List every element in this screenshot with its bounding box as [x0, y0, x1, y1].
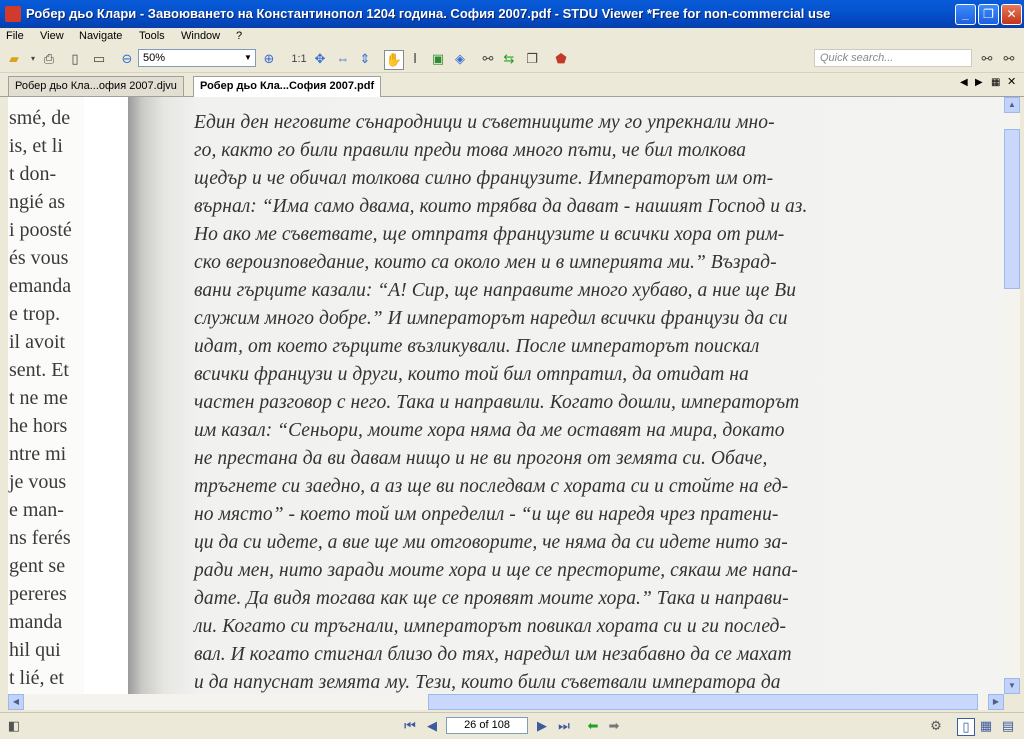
text-line: вани гърците казали: “А! Сир, ще направите много хубаво, а ние ще Ви — [194, 280, 797, 301]
text-line: ци да си идете, а вие ще ми отговорите, че няма да си идете нито за- — [194, 532, 788, 553]
menu-window[interactable]: Window — [181, 30, 221, 42]
text-line: и да напуснат земята му. Тези, които били съветвали императора да — [194, 672, 781, 693]
tab-bar — [0, 74, 1024, 97]
text-line: gent se — [9, 555, 66, 577]
next-page-icon[interactable]: ▶ — [537, 718, 547, 733]
menu-file[interactable]: File — [6, 30, 24, 42]
text-line: t lié, et — [9, 667, 64, 689]
text-line: e trop. — [9, 303, 61, 325]
scroll-down-icon[interactable]: ▼ — [1004, 678, 1020, 694]
text-line: t don- — [9, 163, 57, 185]
forward-arrow-icon[interactable]: ➡ — [608, 718, 620, 733]
settings-icon[interactable]: ⚙ — [930, 718, 942, 733]
text-line: je vous — [9, 471, 67, 493]
menu-view[interactable]: View — [40, 30, 64, 42]
quick-search-input[interactable]: Quick search... — [814, 49, 972, 67]
zoom-select[interactable] — [138, 49, 256, 67]
vertical-scrollbar[interactable] — [1004, 97, 1020, 694]
text-line: всички французи и други, които той бил отпратил, да отидат на — [194, 364, 749, 385]
tab-pdf[interactable]: Робер дьо Кла...София 2007.pdf — [193, 76, 381, 97]
sidebar-toggle-icon[interactable]: ◧ — [7, 718, 21, 733]
text-line: i poosté — [9, 219, 72, 241]
tab-scroll-left-icon[interactable]: ◀ — [960, 77, 968, 88]
hand-tool-icon[interactable]: ✋ — [384, 50, 404, 70]
text-line: го, както го били правили преди това много пъти, че бил толкова — [194, 140, 747, 161]
page-gap — [84, 97, 134, 694]
zoom-in-icon[interactable]: ⊕ — [263, 51, 275, 66]
two-page-view-icon[interactable]: ▦ — [979, 718, 993, 733]
toolbar — [0, 46, 1024, 73]
text-line: e man- — [9, 499, 64, 521]
menu-bar — [0, 28, 1024, 46]
text-line: ли. Когато си тръгнали, императорът повикал хората си и ги послед- — [194, 616, 787, 637]
text-line: ngié as — [9, 191, 66, 213]
text-line: smé, de — [9, 107, 71, 129]
app-icon — [5, 6, 21, 22]
zoom-out-icon[interactable]: ⊖ — [121, 51, 133, 66]
sync-arrows-icon[interactable]: ⇆ — [503, 51, 515, 66]
binoculars-icon[interactable]: ⚯ — [482, 51, 494, 66]
menu-navigate[interactable]: Navigate — [79, 30, 123, 42]
tab-djvu[interactable]: Робер дьо Кла...офия 2007.djvu — [8, 76, 184, 96]
previous-page-icon[interactable]: ◀ — [427, 718, 437, 733]
scroll-up-icon[interactable]: ▲ — [1004, 97, 1020, 113]
text-line: но място” - което той им определил - “и ще ви наредя чрез пратени- — [194, 504, 779, 525]
text-select-icon[interactable]: Ⅰ — [413, 51, 417, 66]
menu-tools[interactable]: Tools — [139, 30, 165, 42]
window-title: Робер дьо Клари - Завоюването на Константинопол 1204 година. София 2007.pdf - STDU Viewer *Free for non-commercial use — [26, 6, 831, 21]
snapshot-icon[interactable]: ◈ — [455, 51, 465, 66]
text-line: t ne me — [9, 387, 68, 409]
horizontal-scroll-thumb[interactable] — [428, 694, 978, 710]
text-line: ntre mi — [9, 443, 67, 465]
tab-close-icon[interactable]: ✕ — [1007, 76, 1017, 88]
text-line: manda — [9, 611, 63, 633]
first-page-icon[interactable]: ⏮ — [404, 718, 416, 733]
text-line: is, et li — [9, 135, 63, 157]
document-view[interactable] — [8, 97, 1004, 694]
fit-height-icon[interactable]: ⇕ — [359, 51, 371, 66]
tab-list-icon[interactable]: ▦ — [991, 77, 1001, 88]
text-line: им казал: “Сеньори, моите хора няма да ме оставят на мира, докато — [194, 420, 785, 441]
text-line: il avoit — [9, 331, 66, 353]
actual-size-button[interactable]: 1:1 — [291, 53, 307, 65]
text-line: pereres — [9, 583, 67, 605]
vertical-scroll-thumb[interactable] — [1004, 129, 1020, 289]
open-folder-icon[interactable]: ▰ — [9, 51, 19, 66]
text-line: hil qui — [9, 639, 61, 661]
minimize-button[interactable]: _ — [955, 4, 976, 25]
text-line: служим много добре.” И императорът наредил всички французи да си — [194, 308, 788, 329]
text-line: ns ferés — [9, 527, 71, 549]
back-arrow-icon[interactable]: ⬅ — [587, 718, 599, 733]
text-line: тръгнете си заедно, а аз ще ви последвам с хората си и стойте на ед- — [194, 476, 789, 497]
text-line: идат, от което гърците възликували. После императорът поискал — [194, 336, 760, 357]
text-line: sent. Et — [9, 359, 69, 381]
text-line: Един ден неговите сънародници и съветниците му го упрекнали мно- — [194, 112, 775, 133]
search-next-icon[interactable]: ⚯ — [1003, 51, 1015, 66]
fit-page-icon[interactable]: ✥ — [314, 51, 326, 66]
text-line: върнал: “Има само двама, които трябва да дават - нашият Господ и аз. — [194, 196, 808, 217]
text-line: вал. И когато стигнал близо до тях, наредил им незабавно да се махат — [194, 644, 792, 665]
copy-icon[interactable]: ❐ — [526, 51, 538, 66]
text-line: és vous — [9, 247, 69, 269]
text-line: ради мен, нито заради моите хора и ще се престорите, сякаш ме напа- — [194, 560, 798, 581]
bookmark-icon[interactable]: ⬟ — [555, 51, 567, 66]
page-single-icon[interactable]: ▯ — [71, 51, 79, 66]
last-page-icon[interactable]: ⏭ — [558, 718, 570, 733]
open-dropdown-icon[interactable]: ▾ — [30, 54, 35, 63]
status-bar — [0, 712, 1024, 739]
maximize-button[interactable]: ❐ — [978, 4, 999, 25]
text-line: emanda — [9, 275, 72, 297]
text-line: ско вероизповедание, които са около мен и в империята ми.” Възрад- — [194, 252, 777, 273]
text-line: частен разговор с него. Така и направили. Когато дошли, императорът — [194, 392, 800, 413]
text-line: не престана да ви давам нищо и не ви прогоня от земята си. Обаче, — [194, 448, 768, 469]
scroll-left-icon[interactable]: ◀ — [8, 694, 24, 710]
text-line: Но ако ме съветвате, ще отпратя французите и всички хора от рим- — [194, 224, 785, 245]
menu-help[interactable]: ? — [236, 30, 243, 42]
text-line: дате. Да видя тогава как ще се проявят моите хора.” Така и направи- — [194, 588, 789, 609]
text-line: щедър и че обичал толкова силно французите. Императорът им от- — [194, 168, 774, 189]
page-double-icon[interactable]: ▭ — [92, 51, 106, 66]
chevron-down-icon[interactable]: ▼ — [244, 53, 252, 62]
zoom-value: 50% — [143, 52, 166, 64]
horizontal-scrollbar[interactable] — [8, 694, 1004, 710]
tab-scroll-right-icon[interactable]: ▶ — [975, 77, 983, 88]
page-number-input[interactable]: 26 of 108 — [446, 717, 528, 734]
search-prev-icon[interactable]: ⚯ — [981, 51, 993, 66]
scroll-right-icon[interactable]: ▶ — [988, 694, 1004, 710]
current-page — [128, 97, 1004, 694]
text-line: he hors — [9, 415, 68, 437]
fit-width-icon[interactable]: ⇔ — [336, 51, 350, 66]
previous-page — [8, 97, 84, 694]
print-icon[interactable]: ⎙ — [43, 51, 55, 66]
close-button[interactable]: ✕ — [1001, 4, 1022, 25]
single-page-view-icon[interactable]: ▯ — [957, 718, 975, 736]
image-select-icon[interactable]: ▣ — [431, 51, 445, 66]
continuous-view-icon[interactable]: ▤ — [1001, 718, 1015, 733]
title-bar — [0, 0, 1024, 28]
